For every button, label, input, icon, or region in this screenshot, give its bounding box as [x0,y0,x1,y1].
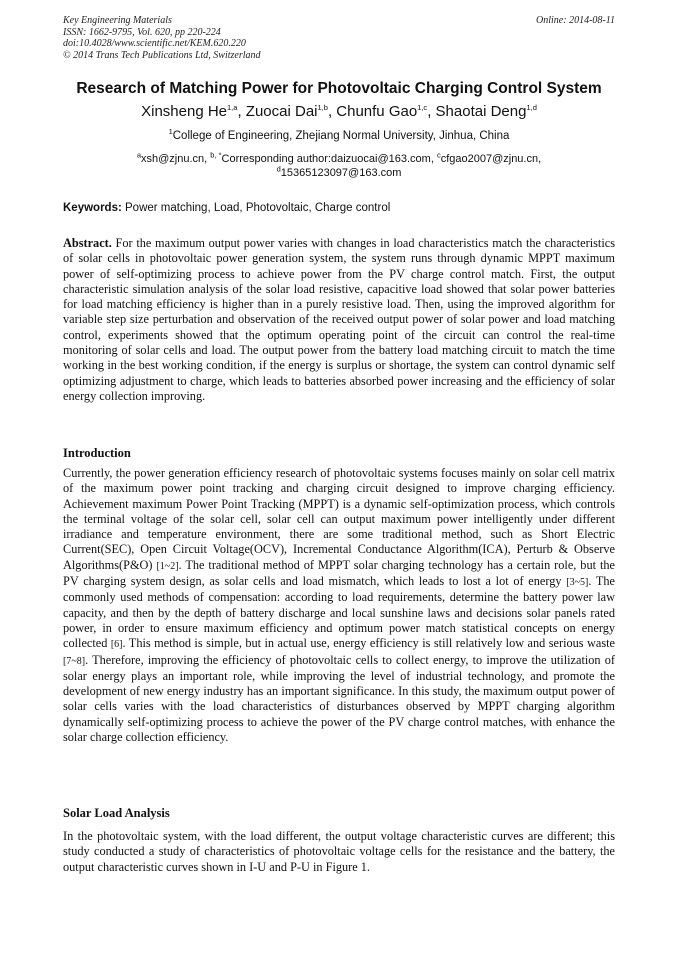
email-a: xsh@zjnu.cn, [141,153,208,165]
email-b: Corresponding author:daizuocai@163.com, [221,153,434,165]
intro-text: . The traditional method of MPPT solar charging technology has a certain role, but the PV charging system design, as solar cells and load mismatch, which leads to lost a lot of energy [63,557,616,589]
issn-line: ISSN: 1662-9795, Vol. 620, pp 220-224 [63,26,221,38]
author-emails [30,152,648,180]
intro-text: . This method is simple, but in actual use, energy efficiency is still relatively low and serious waste [122,636,616,651]
abstract-label: Abstract. [63,236,112,250]
author-sup: 1,c [417,103,428,112]
author-name: Zuocai Dai [245,103,318,120]
section-heading-solar-load: Solar Load Analysis [63,806,170,820]
email-sup: a [136,150,141,160]
solar-load-paragraph: In the photovoltaic system, with the load different, the output voltage characteristic curves are different; this study conducted a study of characteristics of photovoltaic voltage cells for the resistance and the battery, the output characteristic curves shown in I-U and P-U in Figure 1. [63,829,615,874]
author-name: Chunfu Gao [336,103,418,120]
citation: [7~8] [63,655,86,667]
author-name: Xinsheng He [141,103,228,120]
author-list: Xinsheng He$^{1,a}$, Zuocai Dai$^{1,b}$, Chunfu Gao$^{1,c}$, Shaotai Deng$^{1,d}$ [141,103,537,120]
introduction-paragraph [63,466,615,745]
email-sup: d [276,164,281,174]
author-sup: 1,d [526,103,537,112]
citation: [3~5] [566,577,589,589]
journal-masthead [63,15,615,61]
keywords-label: Keywords: [63,202,122,214]
affiliation [30,127,648,142]
email-sup: b, * [210,150,222,160]
abstract [63,236,615,404]
author-sup: 1,b [317,103,328,112]
abstract-text: For the maximum output power varies with changes in load characteristics match the characteristics of solar cells in photovoltaic power generation system, the system runs through dynamic MPPT maximum power of self-optimizing process to achieve power from the PV charge control match. First, the output characteristic simulation analysis of the solar load resistive, capacitive load showed that solar power batteries for load matching efficiency is higher than in a purely resistive load. Then, using the improved algorithm for variable step size perturbation and observation of the received output power of solar power and load matching control, experiments showed that the optimum operating point of the circuit can control the real-time monitoring of solar cells and load. The output power from the battery load matching circuit to match the time working in the best working condition, if the energy is surplus or shortage, the system can control dynamic self optimizing adjustment to charge, which leads to batteries absorbed power increasing and the efficiency of solar energy collection improving. [63,236,615,403]
email-d: 15365123097@163.com [280,167,402,179]
citation: [6] [110,639,123,651]
email-line-2 [30,166,648,180]
online-date: Online: 2014-08-11 [536,15,615,26]
intro-text: . Therefore, improving the efficiency of photovoltaic cells to collect energy, to improve the utilization of solar energy plays an important role, while improving the level of industrial technology, and promote the development of new energy industry has an important significance. In this study, the maximum output power of solar cells varies with the load characteristics of disturbances observed by MPPT charging algorithm dynamically self-optimizing process to achieve the power of the PV charge control matches, with enhance the solar charge collection efficiency. [63,652,615,745]
affiliation-text: College of Engineering, Zhejiang Normal University, Jinhua, China [172,130,510,142]
journal-name: Key Engineering Materials [63,15,172,26]
email-sup: c [436,150,441,160]
author-name: Shaotai Deng [435,103,527,120]
paper-title: Research of Matching Power for Photovoltaic Charging Control System [76,80,602,97]
email-line-1 [30,152,648,166]
intro-text: . The commonly used methods of compensation: according to load requirements, determine the battery power law capacity, and then by the depth of battery discharge and local sunshine laws and decisions solar panels rated power, in order to ensure maximum efficiency and optimum power match statistical concepts on energy collected [63,574,615,651]
keywords-text: Power matching, Load, Photovoltaic, Charge control [125,202,391,214]
keywords [63,202,615,214]
section-heading-introduction: Introduction [63,446,131,460]
doi-line: doi:10.4028/www.scientific.net/KEM.620.220 [63,38,246,49]
intro-text: Currently, the power generation efficiency research of photovoltaic systems focuses mainly on solar cell matrix of the maximum power point tracking and charging circuit designed to improve charging efficiency. Achievement maximum Power Point Tracking (MPPT) is a dynamic self-optimization process, which controls the terminal voltage of the solar cell, solar cell can output maximum power intelligently under different irradiance and temperature environment, there are some traditional method, such as Short Electric Current(SEC), Open Circuit Voltage(OCV), Incremental Conductance Algorithm(ICA), Perturb & Observe Algorithms(P&O) [63,466,615,572]
affiliation-sup: 1 [168,127,173,137]
citation: [1~2] [156,560,179,572]
email-c: cfgao2007@zjnu.cn, [440,153,542,165]
author-sup: 1,a [227,103,238,112]
copyright-line: © 2014 Trans Tech Publications Ltd, Switzerland [63,49,261,61]
